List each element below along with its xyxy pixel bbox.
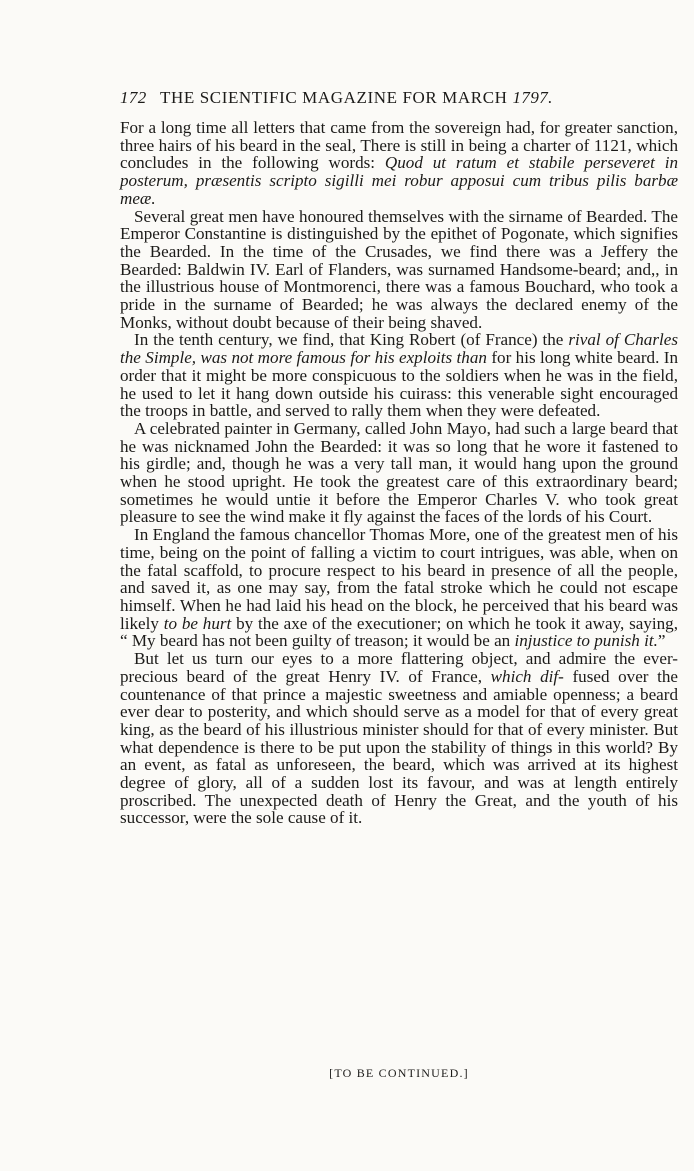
paragraph: [120, 119, 678, 208]
page: [120, 88, 678, 827]
continued-note: [120, 1066, 678, 1081]
continued-text: [TO BE CONTINUED.]: [329, 1066, 469, 1080]
paragraph-text: In England the famous chancellor Thomas More, one of the greatest men of his time, being on the point of falling a victim to court intrigues, was able, when on the fatal scaffold, to procure respect to his beard in presence of all the people, and saved it, as one may say, from the fatal stroke which he could not escape himself. When he had laid his head on the block, he perceived that his beard was likely: [120, 525, 678, 633]
paragraph: Several great men have honoured themselves with the sirname of Bearded. The Emperor Constantine is distinguished by the epithet of Pogonate, which signifies the Bearded. In the time of the Crusades, we find there was a Jeffery the Bearded: Baldwin IV. Earl of Flanders, was surnamed Handsome-beard; and,, in the illustrious house of Montmorenci, there was a famous Bouchard, who took a pride in the surname of Bearded; he was always the declared enemy of the Monks, without doubt because of their being shaved.: [120, 206, 678, 332]
paragraph: [120, 650, 678, 827]
article-body: [120, 119, 678, 827]
paragraph-text: for his long white beard. In order that it might be more conspicuous to the soldiers when he was in the field, he used to let it hang down outside his cuirass: this venerable sight encouraged the troops in battle, and served to rally them when they were defeated.: [120, 348, 678, 421]
paragraph: [120, 526, 678, 650]
italic-text: which dif-: [490, 666, 564, 686]
latin-quotation: Quod ut ratum et stabile perseveret in posterum, præsentis scripto sigilli mei robur apposui cum tribus pilis barbæ meæ.: [120, 153, 678, 208]
paragraph: A celebrated painter in Germany, called John Mayo, had such a large beard that he was nicknamed John the Bearded: it was so long that he wore it fastened to his girdle; and, though he was a very tall man, it would hang upon the ground when he stood upright. He took the greatest care of this extraordinary beard; sometimes he would untie it before the Emperor Charles V. who took great pleasure to see the wind make it fly against the faces of the lords of his Court.: [120, 418, 678, 527]
paragraph-text: by the axe of the executioner; on which he took it away, saying, “ My beard has not been guilty of treason; it would be an: [120, 613, 678, 651]
italic-text: injustice to punish it.: [514, 631, 658, 651]
paragraph-text: But let us turn our eyes to a more flattering object, and admire the ever-precious beard of the great Henry IV. of France,: [120, 649, 678, 686]
paragraph-text: In the tenth century, we find, that King Robert (of France) the: [134, 330, 569, 350]
page-number: 172: [120, 88, 147, 107]
running-title: THE SCIENTIFIC MAGAZINE FOR MARCH: [160, 88, 508, 107]
running-head: [120, 88, 678, 108]
running-year: 1797.: [512, 88, 553, 107]
italic-text: rival of Charles the Simple, was not more famous for his exploits than: [120, 330, 678, 368]
paragraph-text: fused over the countenance of that prince a majestic sweetness and amiable openness; a beard ever dear to posterity, and which should serve as a model for that of every great king, as the beard of his illustrious minister should for that of every minister. But what dependence is there to be put upon the stability of things in this world? By an event, as fatal as unforeseen, the beard, which was arrived at its highest degree of glory, all of a sudden lost its favour, and was at length entirely proscribed. The unexpected death of Henry the Great, and the youth of his successor, were the sole cause of it.: [120, 666, 679, 828]
italic-text: to be hurt: [163, 613, 232, 633]
paragraph-text: ”: [657, 631, 666, 651]
paragraph-text: For a long time all letters that came from the sovereign had, for greater sanction, three hairs of his beard in the seal, There is still in being a charter of 1121, which concludes in the following words:: [120, 118, 678, 173]
paragraph: [120, 331, 678, 420]
